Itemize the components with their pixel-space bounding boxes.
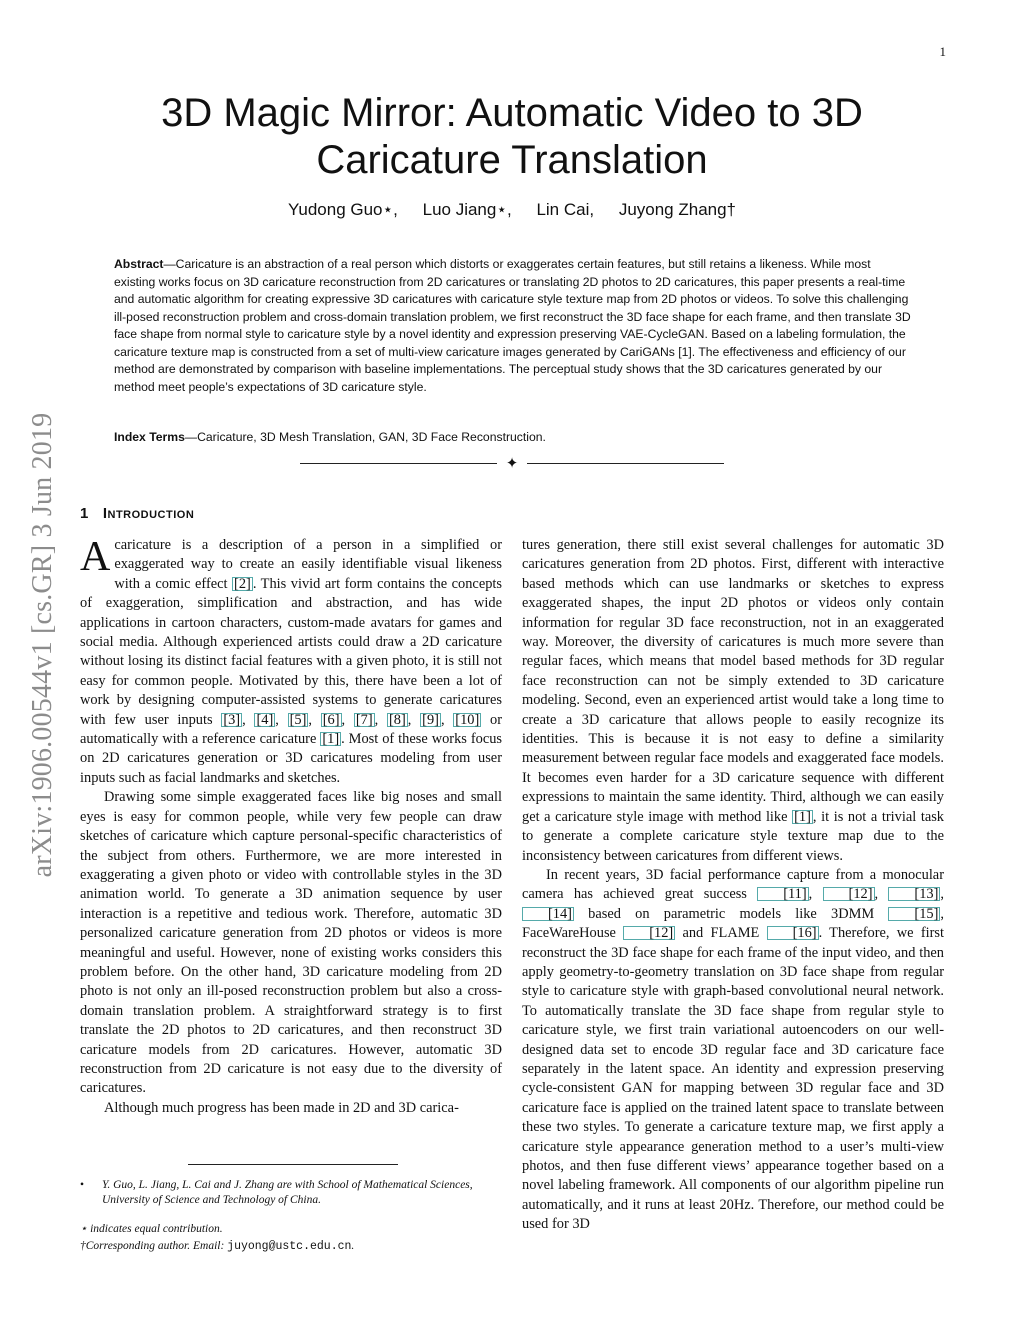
paragraph: Although much progress has been made in 2D and 3D carica-: [104, 1099, 459, 1116]
page-number: 1: [939, 44, 946, 59]
abstract: [114, 256, 911, 396]
section-divider: [300, 456, 724, 470]
citation-link[interactable]: [13]: [888, 887, 940, 901]
paragraph-text: tures generation, there still exist several challenges for automatic 3D caricatures generation from 2D photos. First, different with interactive based methods which can use landmarks or sketches to express exaggerated shapes, the input 2D photos or videos only contain information for regular 3D face reconstruction, not in an exaggerated way. Moreover, the diversity of caricatures is much more severe than regular faces, which means that model based methods for 3D regular face reconstruction can not be simply extended to 3D caricature modeling. Second, even an experienced artist would take a long time to create a 3D caricature that allows people to easily recognize its identities. This is because it is not easy to define a similarity measurement between regular face models and exaggerated face models. It becomes even harder for a 3D caricature sequence with different expressions to maintain the same identity. Third, although we can easily get a caricature style image with method like: [522, 537, 944, 825]
bullet-icon: •: [80, 1179, 85, 1191]
paragraph: Drawing some simple exaggerated faces like big noses and small eyes is easy for common people, while very few people can draw sketches of caricature which capture personal-specific characteristics of the subject from others. Furthermore, we are more interested in exaggerating a given photo or video with controllable styles in the 3D animation world. To generate a 3D animation sequence by user interaction is a repetitive and tedious work. Therefore, automatic 3D personalized caricature generation from 2D photos or videos is more meaningful and useful. However, none of existing works considers this problem before. On the other hand, 3D caricature modeling from 2D photo is not only an ill-posed reconstruction problem but also a cross-domain translation problem. A straightforward strategy is to first translate the 2D photos to 2D caricatures, and then reconstruct 3D caricature models from 2D caricatures. However, automatic 3D reconstruction from 2D caricature is not easy due to the diversity of caricatures.: [80, 789, 502, 1097]
paragraph-text: ,: [308, 711, 321, 728]
paragraph-text: . Most of these works focus on 2D caricatures generation or 3D caricatures modeling from user inputs such as facial landmarks and sketches.: [80, 731, 503, 786]
footnote-corresponding-suffix: .: [351, 1240, 355, 1252]
paragraph-text: ,: [407, 711, 421, 728]
section-heading: [80, 505, 194, 522]
citation-link[interactable]: [3]: [223, 711, 241, 728]
paragraph: [522, 536, 944, 866]
paragraph-text: , FaceWareHouse: [522, 905, 944, 942]
footnote-equal-contribution: ⋆ indicates equal contribution.: [80, 1223, 223, 1235]
author: Yudong Guo⋆,: [287, 200, 398, 219]
paragraph-text: or automatically with a reference caricature: [80, 711, 503, 748]
paragraph-text: ,: [940, 886, 944, 903]
left-column: [80, 536, 502, 1118]
index-terms: [114, 430, 911, 444]
paragraph-text: ,: [341, 711, 354, 728]
author: Lin Cai,: [536, 200, 595, 219]
paragraph-text: based on parametric models like 3DMM: [573, 905, 889, 922]
author-list: [120, 200, 904, 220]
citation-link[interactable]: [15]: [888, 907, 940, 921]
citation-link[interactable]: [4]: [256, 711, 274, 728]
paragraph-text: and FLAME: [675, 925, 767, 942]
citation-link[interactable]: [1]: [322, 731, 340, 748]
index-terms-text: —Caricature, 3D Mesh Translation, GAN, 3D Face Reconstruction.: [184, 430, 546, 444]
citation-link[interactable]: [9]: [422, 711, 439, 728]
index-terms-label: Index Terms: [114, 430, 185, 444]
paragraph-text: ,: [374, 711, 388, 728]
abstract-label: Abstract: [114, 257, 164, 271]
author: Luo Jiang⋆,: [422, 200, 512, 219]
email-link[interactable]: juyong@ustc.edu.cn: [227, 1240, 352, 1253]
footnote-corresponding: [80, 1239, 510, 1254]
right-column: [522, 536, 944, 1235]
divider-line: [527, 463, 724, 464]
author: Juyong Zhang†: [618, 200, 737, 219]
paragraph-text: ,: [808, 886, 823, 903]
diamond-icon: ✦: [505, 454, 519, 472]
section-title: Introduction: [102, 505, 195, 522]
paragraph-text: In recent years, 3D facial performance capture from a monocular camera has achieved great success: [522, 866, 944, 903]
citation-link[interactable]: [11]: [757, 887, 808, 901]
footnote-affiliation-text: Y. Guo, L. Jiang, L. Cai and J. Zhang are with School of Mathematical Sciences, University of Science and Technology of China.: [102, 1179, 473, 1206]
citation-link[interactable]: [6]: [322, 711, 340, 728]
footnote-corresponding-prefix: †Corresponding author. Email:: [80, 1240, 228, 1252]
drop-cap: A: [80, 534, 111, 580]
paragraph-text: caricature is a description of a person in a simplified or exaggerated way to create an easily identifiable visual likeness with a comic effect: [114, 537, 502, 592]
paragraph: [522, 866, 944, 1235]
paragraph-text: . Therefore, we first reconstruct the 3D face shape for each frame of the input video, and then apply geometry-to-geometry translation on 3D face shape from regular style to caricature style with graph-based convolutional neural network. To automatically translate the 3D face shape from regular style to caricature style, we first train variational autoencoders on our well-designed data set to encode 3D regular face and 3D caricature face separately in the latent space. An identity and expression preserving cycle-consistent GAN for mapping between 3D regular face and 3D caricature face is applied on the trained latent space to translate between these two styles. To generate a caricature texture map, we first apply a caricature style appearance generation method to a user’s multi-view photos, and then fuse different views’ appearance together based on a novel labeling framework. All components of our algorithm pipeline run automatically, and it runs at least 20Hz. Therefore, our method could be used for 3D: [522, 925, 944, 1233]
footnote-rule: [188, 1164, 398, 1165]
paragraph-text: ,: [275, 711, 288, 728]
paragraph-text: ,: [440, 711, 454, 728]
divider-line: [300, 463, 497, 464]
section-number: 1: [80, 505, 89, 522]
paper-title: 3D Magic Mirror: Automatic Video to 3D Caricature Translation: [161, 91, 863, 182]
citation-link[interactable]: [2]: [234, 575, 251, 592]
abstract-text: —Caricature is an abstraction of a real person which distorts or exaggerates certain features, but still retains a likeness. While most existing works focus on 3D caricature reconstruction from 2D caricatures or translating 2D photos to 2D caricatures, this paper presents a real-time and automatic algorithm for creating expressive 3D caricatures with caricature style texture map from 2D photos or videos. To solve this challenging ill-posed reconstruction problem and cross-domain translation problem, we first reconstruct the 3D face shape for each frame, and then translate 3D face shape from normal style to caricature style by a novel identity and expression preserving VAE-CycleGAN. Based on a labeling formulation, the caricature texture map is constructed from a set of multi-view caricature images generated by CariGANs [1]. The effectiveness and efficiency of our method are demonstrated by comparison with baseline implementations. The perceptual study shows that the 3D caricatures generated by our method meet people’s expectations of 3D caricature style.: [114, 257, 911, 394]
citation-link[interactable]: [12]: [823, 887, 875, 901]
arxiv-stamp: [22, 365, 64, 925]
citation-link[interactable]: [7]: [355, 711, 373, 728]
citation-link[interactable]: [1]: [794, 808, 811, 825]
citation-link[interactable]: [12]: [623, 926, 675, 940]
paragraph: [80, 536, 502, 788]
footnotes: [80, 1178, 510, 1254]
citation-link[interactable]: [10]: [455, 711, 480, 728]
paragraph-text: , it is not a trivial task to generate a complete caricature style texture map due to the inconsistency between caricatures from different views.: [522, 808, 944, 864]
citation-link[interactable]: [5]: [289, 711, 307, 728]
footnote-affiliation: [80, 1178, 510, 1208]
paragraph-text: . This vivid art form contains the concepts of exaggeration, simplification and abstraction, and has wide applications in cartoon characters, custom-made avatars for games and social media. Although experienced artists could draw a 2D caricature without losing its distinct facial features with a given photo, it is still not easy for common people. Motivated by this, there have been a lot of work by designing computer-assisted systems to generate caricatures with few user inputs: [80, 575, 502, 728]
paragraph-body: [80, 534, 503, 786]
citation-link[interactable]: [16]: [767, 926, 819, 940]
paragraph-text: ,: [874, 886, 889, 903]
arxiv-stamp-text: arXiv:1906.00544v1 [cs.GR] 3 Jun 2019: [27, 412, 58, 878]
paragraph-text: ,: [242, 711, 255, 728]
citation-link[interactable]: [8]: [389, 711, 406, 728]
citation-link[interactable]: [14]: [522, 907, 574, 921]
